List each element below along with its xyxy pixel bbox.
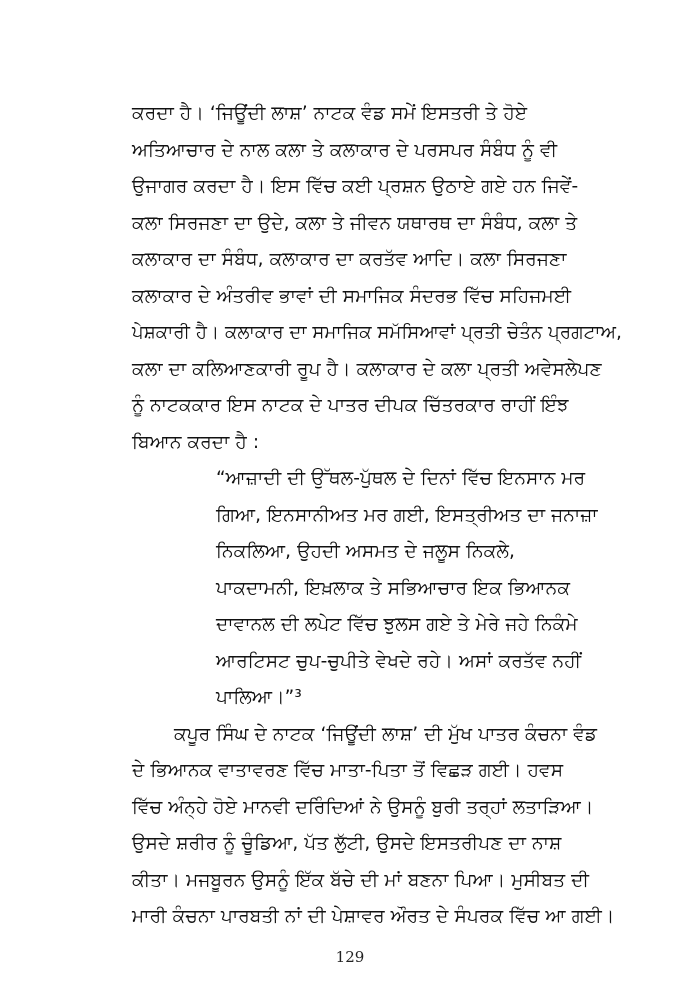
text-line: ਕੀਤਾ। ਮਜਬੂਰਨ ਉਸਨੂੰ ਇੱਕ ਬੱਚੇ ਦੀ ਮਾਂ ਬਣਨਾ ਪਿਆ। ਮੁਸੀਬਤ ਦੀ <box>132 870 590 891</box>
quote-line: “ਆਜ਼ਾਦੀ ਦੀ ਉੱਥਲ-ਪੁੱਥਲ ਦੇ ਦਿਨਾਂ ਵਿੱਚ ਇਨਸਾਨ ਮਰ <box>216 468 586 489</box>
page-number: 129 <box>335 948 365 966</box>
text-line: ਕਰਦਾ ਹੈ। ‘ਜਿਊਂਦੀ ਲਾਸ਼’ ਨਾਟਕ ਵੰਡ ਸਮੇਂ ਇਸਤਰੀ ਤੇ ਹੋਏ <box>132 103 528 124</box>
text-line: ਕਲਾ ਸਿਰਜਣਾ ਦਾ ਉਦੇ, ਕਲਾ ਤੇ ਜੀਵਨ ਯਥਾਰਥ ਦਾ ਸੰਬੰਧ, ਕਲਾ ਤੇ <box>132 213 578 234</box>
text-line: ਨੂੰ ਨਾਟਕਕਾਰ ਇਸ ਨਾਟਕ ਦੇ ਪਾਤਰ ਦੀਪਕ ਚਿੱਤਰਕਾਰ ਰਾਹੀਂ ਇੰਝ <box>132 395 569 416</box>
text-line: ਪੇਸ਼ਕਾਰੀ ਹੈ। ਕਲਾਕਾਰ ਦਾ ਸਮਾਜਿਕ ਸਮੱਸਿਆਵਾਂ ਪ੍ਰਤੀ ਚੇਤੰਨ ਪ੍ਰਗਟਾਅ, <box>132 322 622 343</box>
text-line: ਉਜਾਗਰ ਕਰਦਾ ਹੈ। ਇਸ ਵਿੱਚ ਕਈ ਪ੍ਰਸ਼ਨ ਉਠਾਏ ਗਏ ਹਨ ਜਿਵੇਂ- <box>132 176 579 197</box>
quote-line: ਨਿਕਲਿਆ, ਉਹਦੀ ਅਸਮਤ ਦੇ ਜਲੂਸ ਨਿਕਲੇ, <box>216 541 515 562</box>
quote-line: ਗਿਆ, ਇਨਸਾਨੀਅਤ ਮਰ ਗਈ, ਇਸਤ੍ਰੀਅਤ ਦਾ ਜਨਾਜ਼ਾ <box>216 505 598 526</box>
text-line: ਵਿੱਚ ਅੰਨ੍ਹੇ ਹੋਏ ਮਾਨਵੀ ਦਰਿੰਦਿਆਂ ਨੇ ਉਸਨੂੰ ਬੁਰੀ ਤਰ੍ਹਾਂ ਲਤਾੜਿਆ। <box>132 797 594 818</box>
text-line: ਅਤਿਆਚਾਰ ਦੇ ਨਾਲ ਕਲਾ ਤੇ ਕਲਾਕਾਰ ਦੇ ਪਰਸਪਰ ਸੰਬੰਧ ਨੂੰ ਵੀ <box>132 140 558 161</box>
quote-line: ਆਰਟਿਸਟ ਚੁਪ-ਚੁਪੀਤੇ ਵੇਖਦੇ ਰਹੇ। ਅਸਾਂ ਕਰਤੱਵ ਨਹੀਂ <box>216 651 582 672</box>
text-line: ਮਾਰੀ ਕੰਚਨਾ ਪਾਰਬਤੀ ਨਾਂ ਦੀ ਪੇਸ਼ਾਵਰ ਔਰਤ ਦੇ ਸੰਪਰਕ ਵਿੱਚ ਆ ਗਈ। <box>132 906 615 927</box>
text-line: ਦੇ ਭਿਆਨਕ ਵਾਤਾਵਰਣ ਵਿੱਚ ਮਾਤਾ-ਪਿਤਾ ਤੋਂ ਵਿਛੜ ਗਈ। ਹਵਸ <box>132 760 564 781</box>
text-line: ਉਸਦੇ ਸ਼ਰੀਰ ਨੂੰ ਚੂੰਡਿਆ, ਪੱਤ ਲੁੱਟੀ, ਉਸਦੇ ਇਸਤਰੀਪਣ ਦਾ ਨਾਸ਼ <box>132 833 562 854</box>
text-line: ਕਲਾਕਾਰ ਦੇ ਅੰਤਰੀਵ ਭਾਵਾਂ ਦੀ ਸਮਾਜਿਕ ਸੰਦਰਭ ਵਿੱਚ ਸਹਿਜਮਈ <box>132 286 572 307</box>
quote-line: ਪਾਕਦਾਮਨੀ, ਇਖ਼ਲਾਕ ਤੇ ਸਭਿਆਚਾਰ ਇਕ ਭਿਆਨਕ <box>216 578 571 599</box>
text-line: ਕਲਾ ਦਾ ਕਲਿਆਣਕਾਰੀ ਰੂਪ ਹੈ। ਕਲਾਕਾਰ ਦੇ ਕਲਾ ਪ੍ਰਤੀ ਅਵੇਸਲੇਪਣ <box>132 359 602 380</box>
quote-line: ਦਾਵਾਨਲ ਦੀ ਲਪੇਟ ਵਿੱਚ ਝੁਲਸ ਗਏ ਤੇ ਮੇਰੇ ਜਹੇ ਨਿਕੰਮੇ <box>216 614 578 635</box>
text-line: ਕਲਾਕਾਰ ਦਾ ਸੰਬੰਧ, ਕਲਾਕਾਰ ਦਾ ਕਰਤੱਵ ਆਦਿ। ਕਲਾ ਸਿਰਜਣਾ <box>132 249 567 270</box>
quote-line: ਪਾਲਿਆ।”³ <box>216 687 302 708</box>
text-line: ਬਿਆਨ ਕਰਦਾ ਹੈ : <box>132 432 260 453</box>
text-line: ਕਪੂਰ ਸਿੰਘ ਦੇ ਨਾਟਕ ‘ਜਿਊਂਦੀ ਲਾਸ਼’ ਦੀ ਮੁੱਖ ਪਾਤਰ ਕੰਚਨਾ ਵੰਡ <box>174 724 598 745</box>
